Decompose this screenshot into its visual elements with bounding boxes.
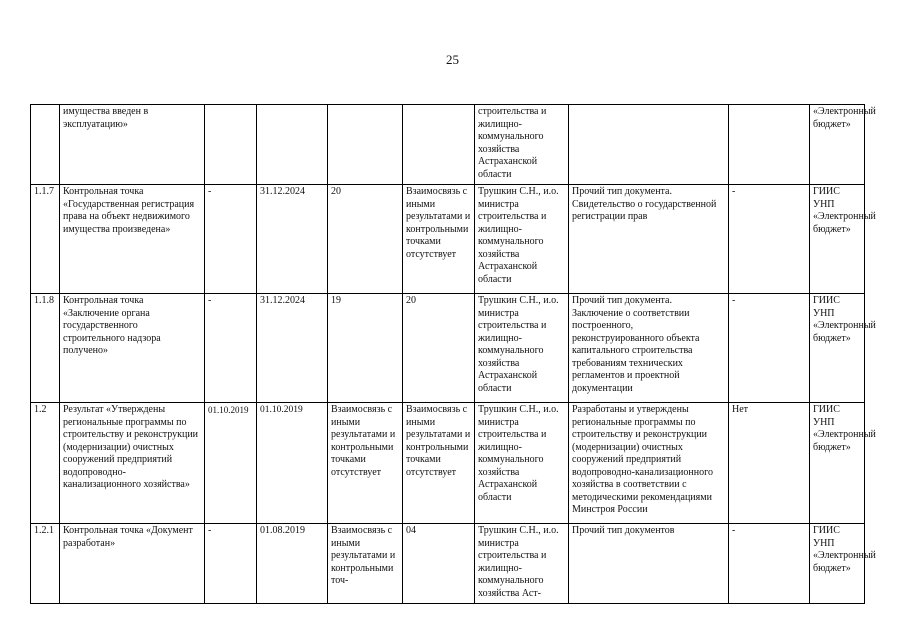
row-end-date: 31.12.2024 (257, 294, 328, 403)
row-document: Прочий тип документа. Заключение о соответствии построенного, реконструированного объекта капитального строительства требованиям технических регламентов и проектной документации (569, 294, 729, 403)
row-number: 1.2.1 (31, 524, 60, 604)
row-link-successor (403, 105, 475, 185)
row-start-date (205, 105, 257, 185)
row-responsible: Трушкин С.Н., и.о. министра строительства и жилищно-коммунального хозяйства Астраханской области (475, 294, 569, 403)
row-link-predecessor (328, 105, 403, 185)
row-document: Разработаны и утверждены региональные программы по строительству и реконструкции (модернизации) очистных сооружений предприятий водопроводно-канализационного хозяйства в соответствии с методическими рекомендациями Минстроя России (569, 403, 729, 524)
row-end-date: 31.12.2024 (257, 185, 328, 294)
page-number: 25 (446, 52, 459, 67)
row-flag: - (729, 185, 810, 294)
row-link-successor: 04 (403, 524, 475, 604)
row-responsible: Трушкин С.Н., и.о. министра строительства и жилищно-коммунального хозяйства Астраханской области (475, 185, 569, 294)
row-document (569, 105, 729, 185)
row-number: 1.2 (31, 403, 60, 524)
row-link-predecessor: 20 (328, 185, 403, 294)
table-row (31, 524, 865, 604)
control-points-table (30, 104, 876, 604)
row-link-successor: 20 (403, 294, 475, 403)
row-document: Прочий тип документов (569, 524, 729, 604)
row-start-date: 01.10.2019 (205, 403, 257, 524)
row-end-date (257, 105, 328, 185)
row-name: Результат «Утверждены региональные программы по строительству и реконструкции (модернизации) очистных сооружений предприятий водопроводно-канализационного хозяйства» (60, 403, 205, 524)
row-document: Прочий тип документа. Свидетельство о государственной регистрации прав (569, 185, 729, 294)
row-link-successor: Взаимосвязь с иными результатами и контрольными точками отсутствует (403, 185, 475, 294)
row-start-date: - (205, 524, 257, 604)
row-link-predecessor: Взаимосвязь с иными результатами и контрольными точками отсутствует (328, 403, 403, 524)
row-system: ГИИС УНП «Электронный бюджет» (810, 403, 865, 524)
row-flag: - (729, 524, 810, 604)
row-start-date: - (205, 294, 257, 403)
row-link-successor: Взаимосвязь с иными результатами и контрольными точками отсутствует (403, 403, 475, 524)
row-responsible: Трушкин С.Н., и.о. министра строительства и жилищно-коммунального хозяйства Аст- (475, 524, 569, 604)
row-name: имущества введен в эксплуатацию» (60, 105, 205, 185)
row-link-predecessor: 19 (328, 294, 403, 403)
row-flag: - (729, 294, 810, 403)
row-system: ГИИС УНП «Электронный бюджет» (810, 524, 865, 604)
row-link-predecessor: Взаимосвязь с иными результатами и контрольными точ- (328, 524, 403, 604)
table-row (31, 294, 865, 403)
row-number: 1.1.8 (31, 294, 60, 403)
row-flag: Нет (729, 403, 810, 524)
table-row (31, 403, 865, 524)
row-start-date: - (205, 185, 257, 294)
row-number (31, 105, 60, 185)
row-responsible: Трушкин С.Н., и.о. министра строительства и жилищно-коммунального хозяйства Астраханской области (475, 403, 569, 524)
table-row (31, 185, 865, 294)
row-end-date: 01.08.2019 (257, 524, 328, 604)
row-number: 1.1.7 (31, 185, 60, 294)
row-end-date: 01.10.2019 (257, 403, 328, 524)
table-row (31, 105, 865, 185)
row-responsible: строительства и жилищно-коммунального хозяйства Астраханской области (475, 105, 569, 185)
row-name: Контрольная точка «Документ разработан» (60, 524, 205, 604)
row-name: Контрольная точка «Заключение органа государственного строительного надзора получено» (60, 294, 205, 403)
row-name: Контрольная точка «Государственная регистрация права на объект недвижимого имущества произведена» (60, 185, 205, 294)
row-system: ГИИС УНП «Электронный бюджет» (810, 185, 865, 294)
row-flag (729, 105, 810, 185)
row-system: ГИИС УНП «Электронный бюджет» (810, 294, 865, 403)
row-system: «Электронный бюджет» (810, 105, 865, 185)
